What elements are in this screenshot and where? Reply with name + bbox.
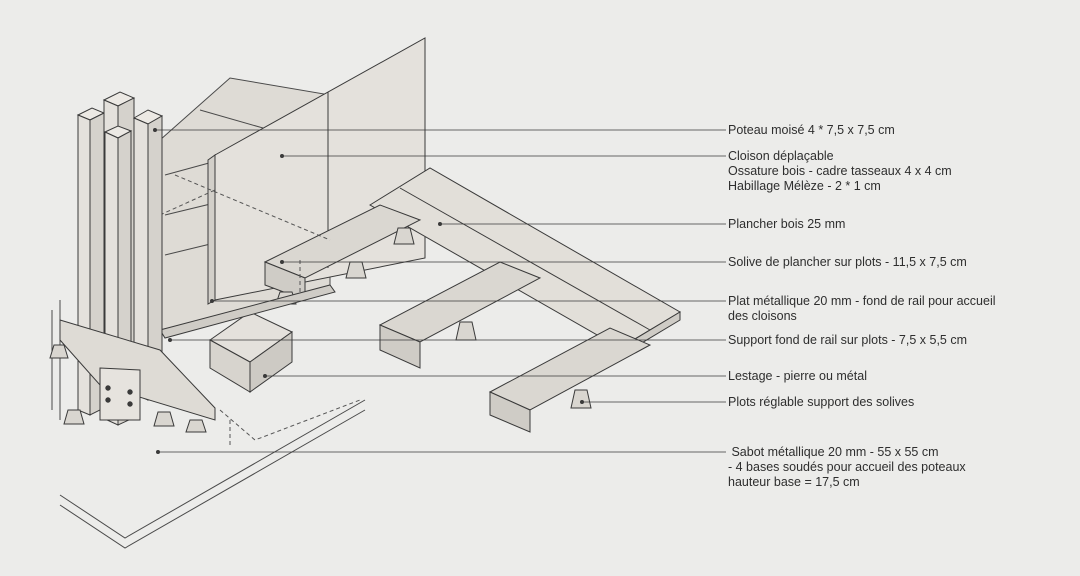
- ballast-block: [210, 312, 292, 392]
- label-plat: Plat métallique 20 mm - fond de rail pour accueil des cloisons: [728, 294, 996, 323]
- label-lestage: Lestage - pierre ou métal: [728, 369, 867, 383]
- label-support: Support fond de rail sur plots - 7,5 x 5,5 cm: [728, 333, 968, 347]
- label-solive: Solive de plancher sur plots - 11,5 x 7,5 cm: [728, 255, 967, 269]
- label-sabot: Sabot métallique 20 mm - 55 x 55 cm - 4 bases soudés pour accueil des poteaux hauteur base = 17,5 cm: [728, 445, 966, 489]
- label-poteau: Poteau moisé 4 * 7,5 x 7,5 cm: [728, 123, 895, 137]
- label-plancher: Plancher bois 25 mm: [728, 217, 846, 231]
- label-cloison: Cloison déplaçable Ossature bois - cadre tasseaux 4 x 4 cm Habillage Mélèze - 2 * 1 cm: [728, 149, 952, 193]
- label-plots: Plots réglable support des solives: [728, 395, 915, 409]
